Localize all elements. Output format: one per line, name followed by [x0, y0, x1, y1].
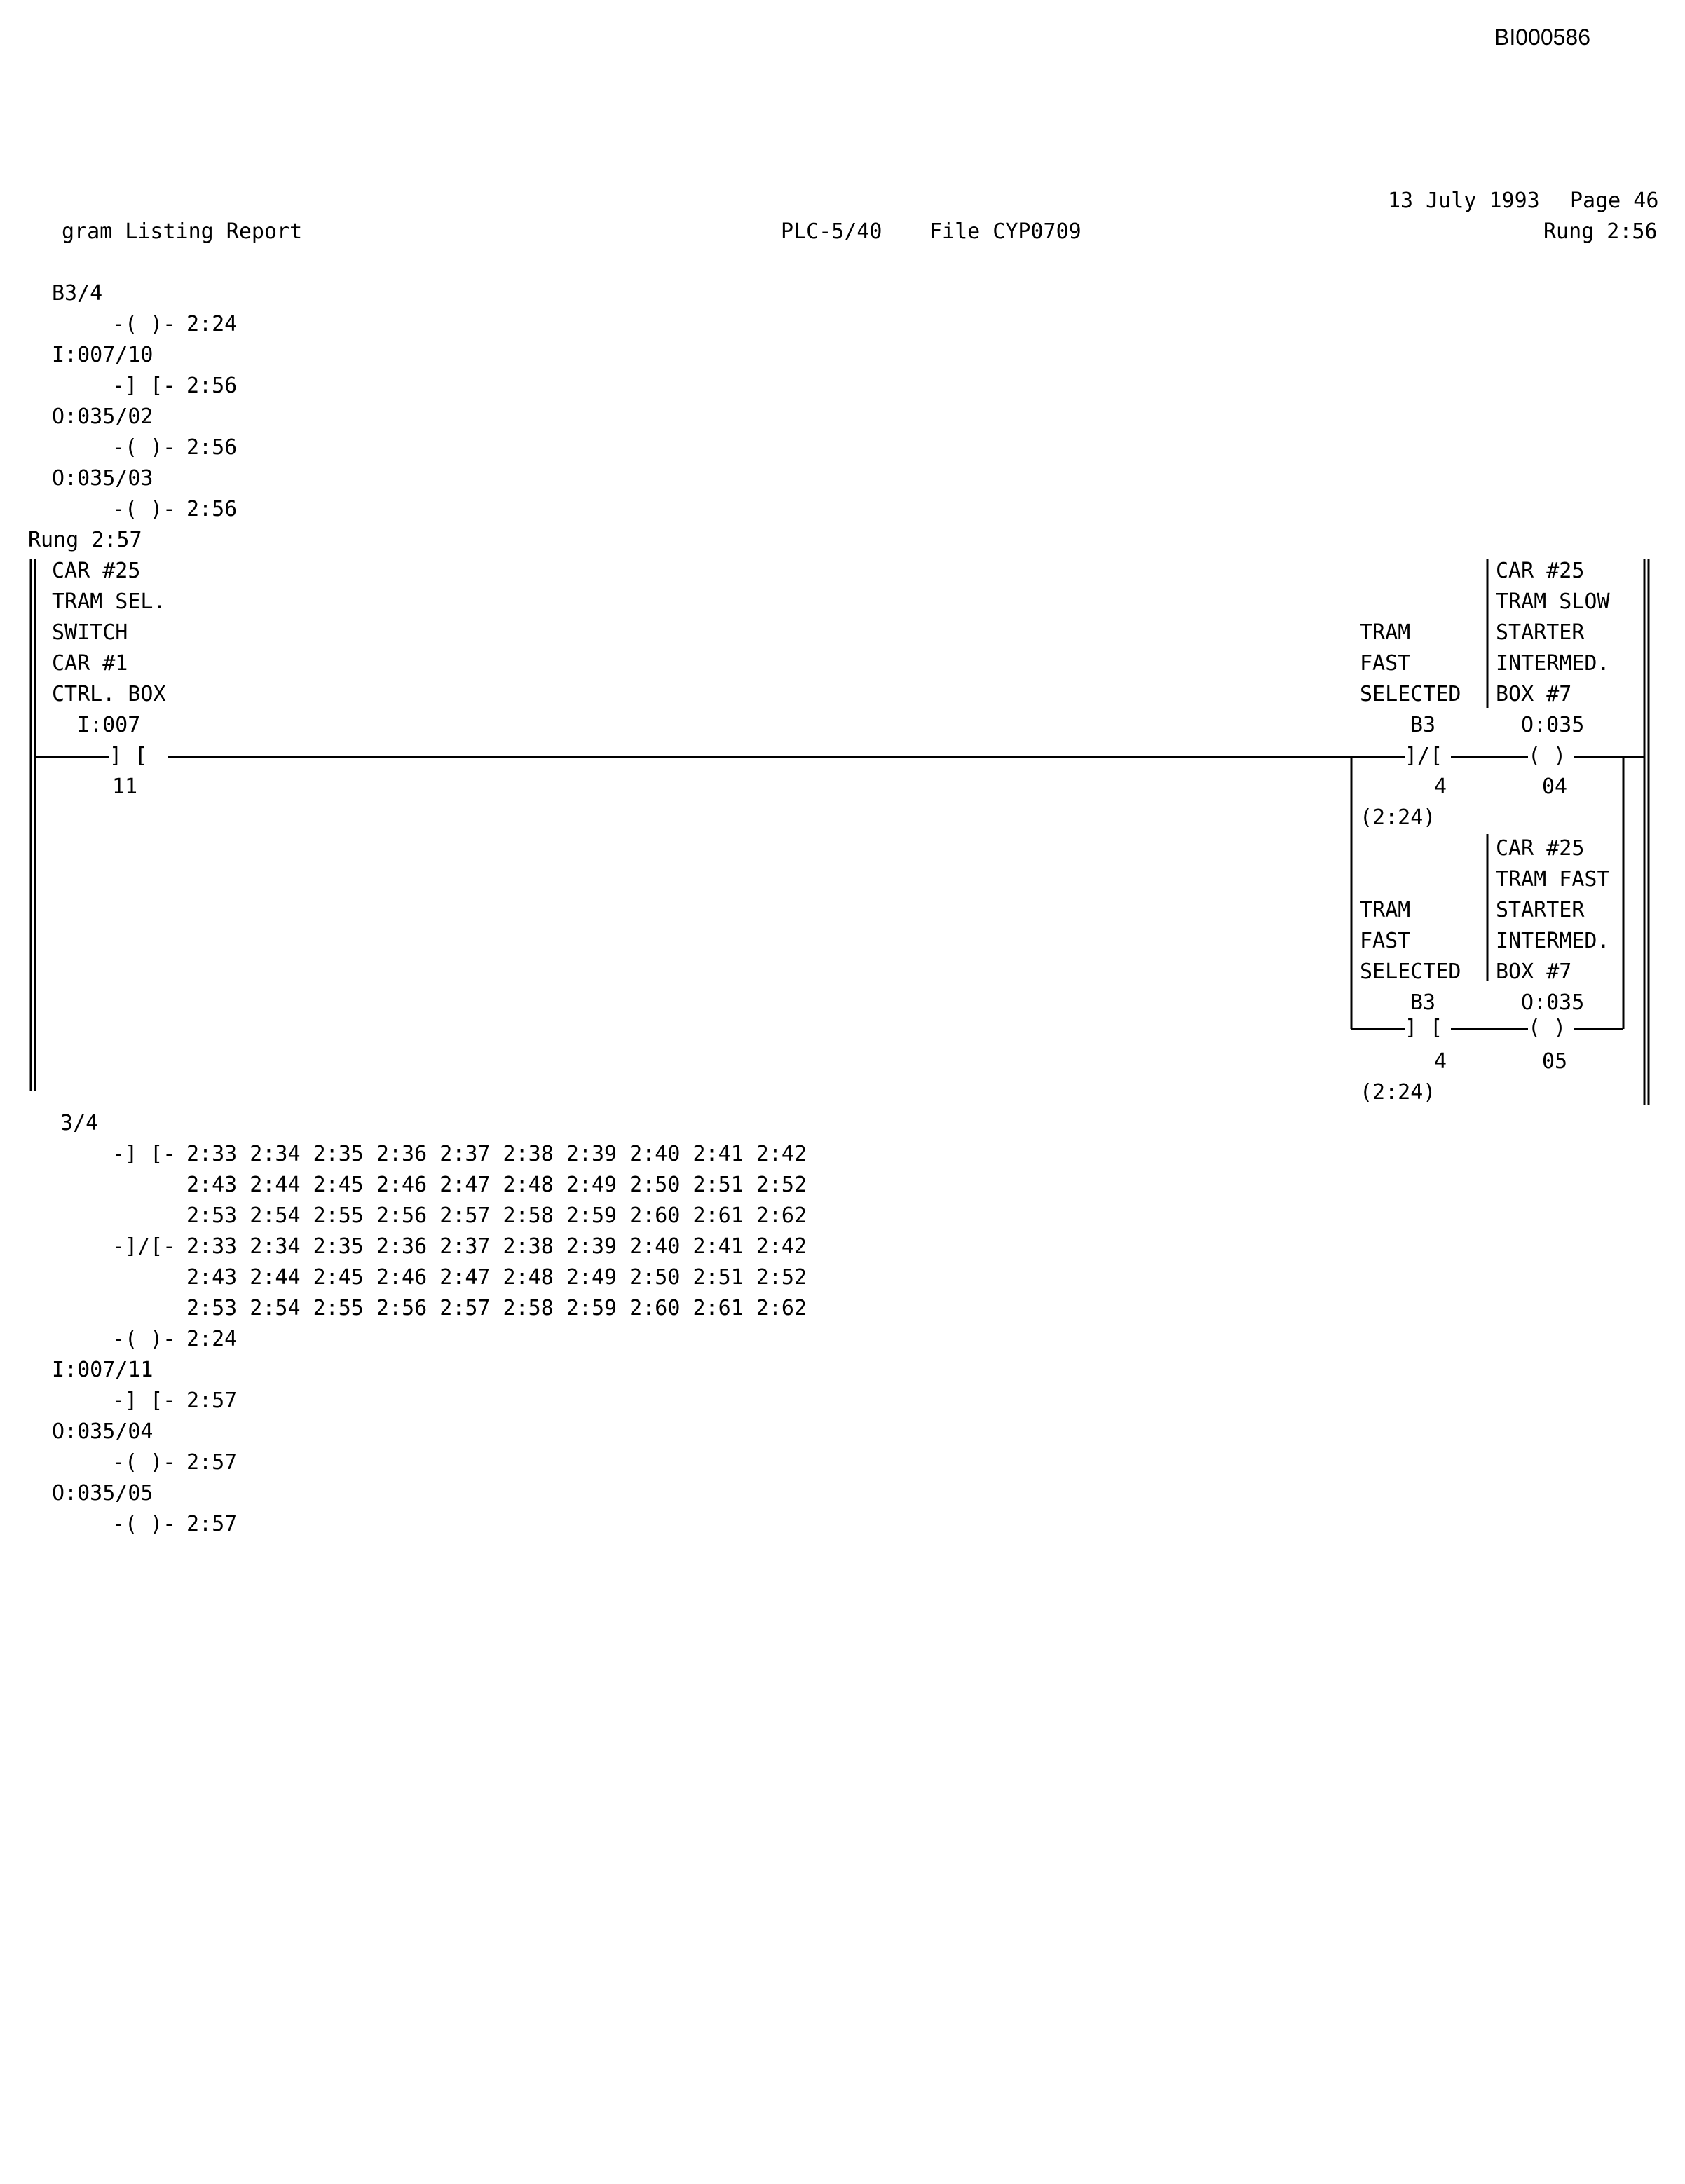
- xref-address: O:035/04: [52, 1419, 154, 1444]
- xref-address: O:035/05: [52, 1481, 154, 1506]
- xref-instruction: -( )-: [112, 497, 176, 521]
- branch-bottom-coil-desc: TRAM FAST: [1496, 867, 1610, 892]
- xref-rung-ref: 2:56: [186, 374, 238, 398]
- xref-rung-list: 2:53 2:54 2:55 2:56 2:57 2:58 2:59 2:60 2:61 2:62: [186, 1296, 807, 1320]
- branch-bottom-contact-address: B3: [1410, 990, 1436, 1015]
- branch-bottom-contact-desc: TRAM: [1360, 898, 1411, 922]
- xref-rung-list: 2:43 2:44 2:45 2:46 2:47 2:48 2:49 2:50 2:51 2:52: [186, 1173, 807, 1197]
- xref-instruction: -( )-: [112, 435, 176, 460]
- xref-instruction: -] [-: [112, 1142, 176, 1166]
- branch-bottom-coil-symbol: ( ): [1528, 1016, 1567, 1040]
- xref-rung-list: 2:33 2:34 2:35 2:36 2:37 2:38 2:39 2:40 2:41 2:42: [186, 1234, 807, 1259]
- xref-address: B3/4: [52, 281, 103, 306]
- xref-instruction: -] [-: [112, 1388, 176, 1413]
- input-contact-symbol: ] [: [109, 744, 148, 768]
- branch-bottom-coil-desc: BOX #7: [1496, 960, 1572, 984]
- report-title: gram Listing Report: [62, 219, 303, 244]
- branch-top-coil-desc: INTERMED.: [1496, 651, 1610, 676]
- report-date: 13 July 1993: [1388, 189, 1540, 213]
- branch-top-contact-address: B3: [1410, 713, 1436, 737]
- xref-instruction: -( )-: [112, 1512, 176, 1536]
- branch-bottom-coil-desc: STARTER: [1496, 898, 1585, 922]
- input-desc-line: SWITCH: [52, 620, 128, 645]
- branch-bottom-coil-address: O:035: [1521, 990, 1585, 1015]
- xref-rung-ref: 2:24: [186, 312, 238, 336]
- branch-top-coil-address: O:035: [1521, 713, 1585, 737]
- branch-bottom-contact-symbol: ] [: [1405, 1016, 1443, 1040]
- input-address: I:007: [77, 713, 141, 737]
- input-bit: 11: [112, 774, 138, 799]
- xref-rung-list: 2:53 2:54 2:55 2:56 2:57 2:58 2:59 2:60 2:61 2:62: [186, 1203, 807, 1228]
- header-rung: Rung 2:56: [1543, 219, 1658, 244]
- branch-top-contact-desc: FAST: [1360, 651, 1411, 676]
- branch-top-contact-desc: TRAM: [1360, 620, 1411, 645]
- branch-bottom-contact-desc: SELECTED: [1360, 960, 1461, 984]
- input-desc-line: TRAM SEL.: [52, 589, 166, 614]
- branch-top-coil-symbol: ( ): [1528, 744, 1567, 768]
- branch-top-contact-desc: SELECTED: [1360, 682, 1461, 707]
- xref-instruction: -( )-: [112, 1327, 176, 1351]
- branch-top-contact-bit: 4: [1434, 774, 1447, 799]
- xref-rung-list: 2:43 2:44 2:45 2:46 2:47 2:48 2:49 2:50 2:51 2:52: [186, 1265, 807, 1290]
- xref-rung-ref: 2:56: [186, 435, 238, 460]
- bates-number: BI000586: [1494, 25, 1591, 50]
- input-desc-line: CAR #1: [52, 651, 128, 676]
- file-name: File CYP0709: [929, 219, 1082, 244]
- branch-top-coil-desc: TRAM SLOW: [1496, 589, 1610, 614]
- xref-rung-ref: 2:57: [186, 1388, 238, 1413]
- input-desc-line: CAR #25: [52, 559, 141, 583]
- page-number: Page 46: [1570, 189, 1659, 213]
- branch-top-contact-symbol: ]/[: [1405, 744, 1443, 768]
- xref-address: O:035/03: [52, 466, 154, 491]
- xref-rung-ref: 2:57: [186, 1512, 238, 1536]
- xref-address: O:035/02: [52, 404, 154, 429]
- xref-address: 3/4: [60, 1111, 99, 1135]
- xref-rung-list: 2:24: [186, 1327, 238, 1351]
- branch-bottom-contact-desc: FAST: [1360, 929, 1411, 953]
- branch-bottom-contact-xref: (2:24): [1360, 1080, 1436, 1105]
- branch-top-coil-bit: 04: [1542, 774, 1568, 799]
- input-desc-line: CTRL. BOX: [52, 682, 166, 707]
- branch-bottom-coil-desc: CAR #25: [1496, 836, 1585, 861]
- branch-top-coil-desc: CAR #25: [1496, 559, 1585, 583]
- xref-rung-list: 2:33 2:34 2:35 2:36 2:37 2:38 2:39 2:40 2:41 2:42: [186, 1142, 807, 1166]
- processor-type: PLC-5/40: [781, 219, 882, 244]
- xref-address: I:007/11: [52, 1358, 154, 1382]
- branch-top-coil-desc: STARTER: [1496, 620, 1585, 645]
- branch-top-coil-desc: BOX #7: [1496, 682, 1572, 707]
- xref-instruction: -( )-: [112, 312, 176, 336]
- branch-bottom-coil-bit: 05: [1542, 1049, 1568, 1074]
- xref-rung-ref: 2:57: [186, 1450, 238, 1475]
- branch-top-contact-xref: (2:24): [1360, 805, 1436, 830]
- xref-address: I:007/10: [52, 343, 154, 367]
- branch-bottom-coil-desc: INTERMED.: [1496, 929, 1610, 953]
- xref-instruction: -]/[-: [112, 1234, 176, 1259]
- branch-bottom-contact-bit: 4: [1434, 1049, 1447, 1074]
- xref-instruction: -] [-: [112, 374, 176, 398]
- rung-label: Rung 2:57: [28, 528, 142, 552]
- xref-rung-ref: 2:56: [186, 497, 238, 521]
- xref-instruction: -( )-: [112, 1450, 176, 1475]
